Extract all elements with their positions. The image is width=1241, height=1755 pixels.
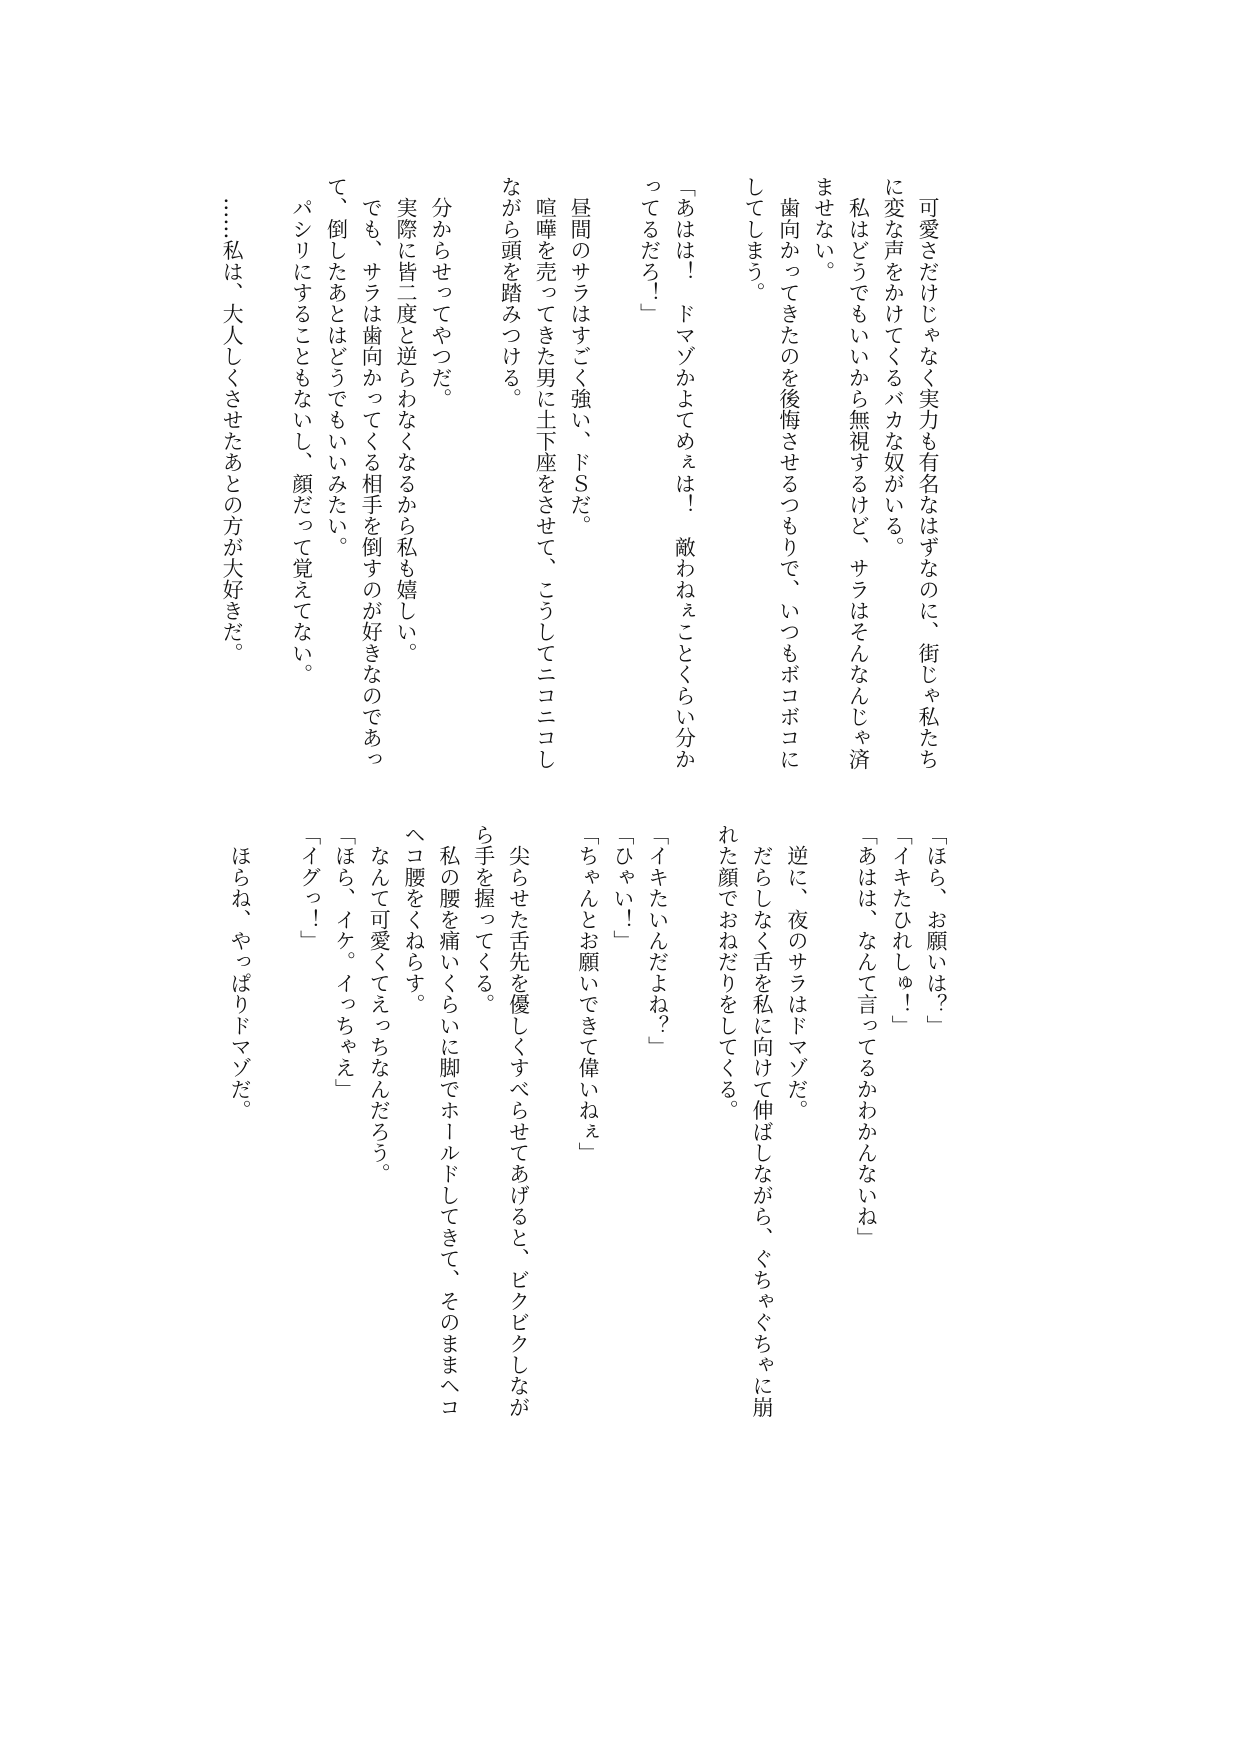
text-line: 実際に皆二度と逆らわなくなるから私も嬉しい。 [394, 176, 419, 664]
text-line: だらしなく舌を私に向けて伸ばしながら、ぐちゃぐちゃに崩 [750, 824, 775, 1418]
text-line: ってるだろ！」 [637, 176, 662, 325]
text-line [458, 176, 493, 796]
text-line: 分からせってやつだ。 [428, 176, 453, 410]
text-line: 「あはは、なんて言ってるかわかんないね」 [854, 824, 879, 1248]
text-line: に変な声をかけてくるバカな奴がいる。 [881, 176, 906, 558]
text-line: 可愛さだけじゃなく実力も有名なはずなのに、街じゃ私たち [916, 176, 940, 770]
text-line: 「イキたいんだよね？」 [645, 824, 670, 1058]
text-line: 歯向かってきたのを後悔させるつもりで、いつもボコボコに [776, 176, 801, 770]
text-line: でも、サラは歯向かってくる相手を倒すのが好きなのであっ [359, 176, 384, 770]
text-line: 私はどうでもいいから無視するけど、サラはそんなんじゃ済 [846, 176, 871, 770]
text-line: ほらね、やっぱりドマゾだ。 [228, 824, 253, 1121]
text-line: 「ほら、イケ。イっちゃえ」 [332, 824, 357, 1100]
text-line: 昼間のサラはすごく強い、ドＳだ。 [568, 176, 593, 537]
text-line: 「ほら、お願いは？」 [924, 824, 948, 1036]
text-line [257, 824, 292, 1444]
text-line: 逆に、夜のサラはドマゾだ。 [784, 824, 809, 1121]
text-line [814, 824, 849, 1444]
text-line: 尖らせた舌先を優しくすべらせてあげると、ビクビクしなが [506, 824, 531, 1418]
text-line: ……私は、大人しくさせたあとの方が大好きだ。 [220, 176, 245, 664]
text-line: パシリにすることもないし、顔だって覚えてない。 [289, 176, 314, 685]
text-line: ながら頭を踏みつける。 [498, 176, 523, 410]
text-line [675, 824, 710, 1444]
text-line [597, 176, 632, 796]
text-line: 「あはは！ ドマゾかよてめぇは！ 敵わねぇことくらい分か [672, 176, 697, 770]
text-line: 私の腰を痛いくらいに脚でホールドしてきて、そのままヘコ [436, 824, 461, 1418]
text-line: ヘコ腰をくねらす。 [402, 824, 427, 1015]
text-line: 「ちゃんとお願いできて偉いねぇ」 [576, 824, 601, 1164]
text-line: してしまう。 [742, 176, 767, 304]
text-line [535, 824, 570, 1444]
text-block-top [214, 176, 945, 796]
text-block-bottom [222, 824, 953, 1444]
text-line: なんて可愛くてえっちなんだろう。 [367, 824, 392, 1185]
text-line: 「ひゃい！」 [610, 824, 635, 952]
text-line: 喧嘩を売ってきた男に土下座をさせて、こうしてニコニコし [533, 176, 558, 770]
text-line: 「イキたひれしゅ！」 [889, 824, 914, 1036]
text-line [249, 176, 284, 796]
text-line: 「イグっ！」 [297, 824, 322, 952]
text-line [701, 176, 736, 796]
text-line: ら手を握ってくる。 [471, 824, 496, 1015]
text-line: ませない。 [811, 176, 836, 282]
text-line: て、倒したあとはどうでもいいみたい。 [324, 176, 349, 558]
text-line: れた顔でおねだりをしてくる。 [715, 824, 740, 1121]
